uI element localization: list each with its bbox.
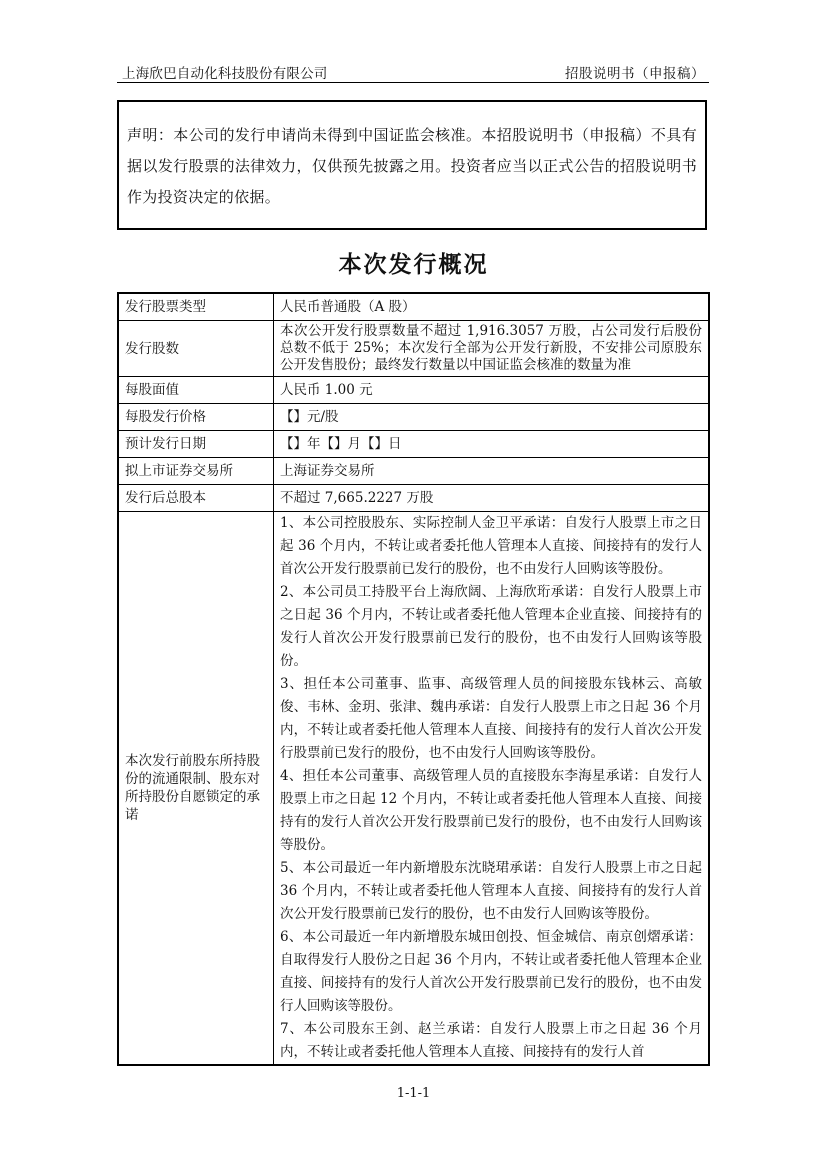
- row-label: 拟上市证券交易所: [118, 458, 274, 485]
- row-label: 每股面值: [118, 377, 274, 404]
- promise-item: 1、本公司控股股东、实际控制人金卫平承诺：自发行人股票上市之日起 36 个月内，不转让或者委托他人管理本人直接、间接持有的发行人首次公开发行股票前已发行的股份，也不由发行人回购该等股份。: [280, 515, 702, 577]
- row-label: 发行股数: [118, 321, 274, 377]
- offering-summary-table: [117, 292, 710, 1066]
- row-label: 每股发行价格: [118, 404, 274, 431]
- promise-item: 6、本公司最近一年内新增股东城田创投、恒金城信、南京创熠承诺：自取得发行人股份之日起 36 个月内，不转让或者委托他人管理本企业直接、间接持有的发行人首次公开发行股票前已发行的股份，也不由发行人回购该等股份。: [280, 929, 702, 1014]
- row-value: 人民币 1.00 元: [274, 377, 710, 404]
- table-row: [118, 431, 709, 458]
- row-value: 【】年【】月【】日: [274, 431, 710, 458]
- row-value: 本次公开发行股票数量不超过 1,916.3057 万股，占公司发行后股份总数不低于 25%；本次发行全部为公开发行新股，不安排公司原股东公开发售股份；最终发行数量以中国证监会核准的数量为准: [274, 321, 710, 377]
- row-label: 发行后总股本: [118, 485, 274, 512]
- row-value: 【】元/股: [274, 404, 710, 431]
- row-value: 上海证券交易所: [274, 458, 710, 485]
- header-company-name: 上海欣巴自动化科技股份有限公司: [122, 66, 328, 82]
- row-value: 人民币普通股（A 股）: [274, 293, 710, 321]
- promise-item: 4、担任本公司董事、高级管理人员的直接股东李海星承诺：自发行人股票上市之日起 12 个月内，不转让或者委托他人管理本人直接、间接持有的发行人首次公开发行股票前已发行的股份，也不由发行人回购该等股份。: [280, 768, 702, 853]
- row-label: 本次发行前股东所持股份的流通限制、股东对所持股份自愿锁定的承诺: [118, 512, 274, 1066]
- disclaimer-text: 声明：本公司的发行申请尚未得到中国证监会核准。本招股说明书（申报稿）不具有据以发行股票的法律效力，仅供预先披露之用。投资者应当以正式公告的招股说明书作为投资决定的依据。: [127, 126, 697, 206]
- table-row: [118, 404, 709, 431]
- table-row: [118, 321, 709, 377]
- row-label: 预计发行日期: [118, 431, 274, 458]
- header-document-type: 招股说明书（申报稿）: [565, 66, 705, 82]
- promise-item: 5、本公司最近一年内新增股东沈晓珺承诺：自发行人股票上市之日起 36 个月内，不转让或者委托他人管理本人直接、间接持有的发行人首次公开发行股票前已发行的股份，也不由发行人回购该等股份。: [280, 860, 702, 922]
- promise-item: 2、本公司员工持股平台上海欣阔、上海欣珩承诺：自发行人股票上市之日起 36 个月内，不转让或者委托他人管理本企业直接、间接持有的发行人首次公开发行股票前已发行的股份，也不由发行人回购该等股份。: [280, 584, 702, 669]
- promise-item: 7、本公司股东王剑、赵兰承诺：自发行人股票上市之日起 36 个月内，不转让或者委托他人管理本人直接、间接持有的发行人首: [280, 1021, 702, 1060]
- disclaimer-box: [117, 100, 707, 230]
- table-row: [118, 485, 709, 512]
- row-value: [274, 512, 710, 1066]
- table-row: [118, 377, 709, 404]
- promise-item: 3、担任本公司董事、监事、高级管理人员的间接股东钱林云、高敏俊、韦林、金玥、张津、魏冉承诺：自发行人股票上市之日起 36 个月内，不转让或者委托他人管理本人直接、间接持有的发行人首次公开发行股票前已发行的股份，也不由发行人回购该等股份。: [280, 676, 702, 761]
- row-value: 不超过 7,665.2227 万股: [274, 485, 710, 512]
- table-row: [118, 293, 709, 321]
- page-number: 1-1-1: [396, 1086, 431, 1101]
- table-row: [118, 458, 709, 485]
- row-label: 发行股票类型: [118, 293, 274, 321]
- table-row-lockup-promise: [118, 512, 709, 1066]
- page-title: 本次发行概况: [338, 252, 489, 278]
- header-divider: [117, 82, 709, 83]
